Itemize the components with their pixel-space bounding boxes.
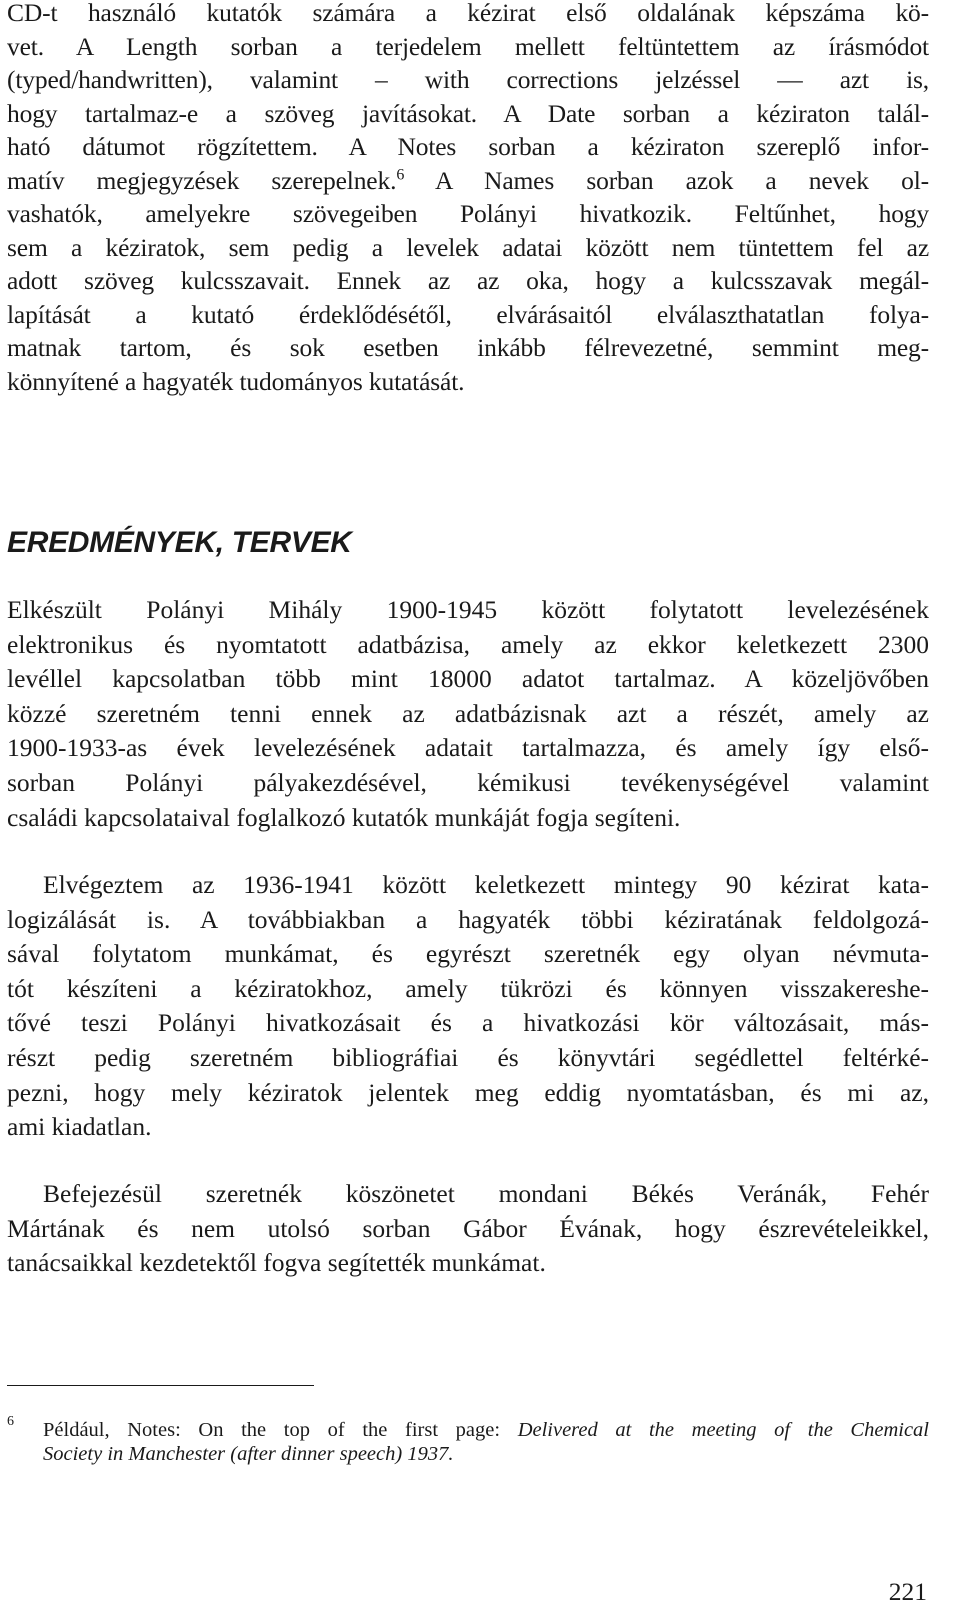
paragraph-results — [7, 593, 929, 835]
text-line: pezni, hogy mely kéziratok jelentek meg eddig nyomtatásban, és mi az, — [7, 1077, 929, 1107]
text-line: tanácsaikkal kezdetektől fogva segítették munkámat. — [7, 1248, 546, 1278]
text-line: vashatók, amelyekre szövegeiben Polányi hivatkozik. Feltűnhet, hogy — [7, 199, 929, 228]
paragraph-acknowledgements — [7, 1177, 929, 1281]
text-line: logizálását is. A továbbiakban a hagyaték többi kéziratának feldolgozá- — [7, 904, 929, 934]
text-line: matnak tartom, és sok esetben inkább félrevezetné, semmint meg- — [7, 333, 929, 362]
text-line: sorban Polányi pályakezdésével, kémikusi tevékenységével valamint — [7, 767, 929, 797]
footnote-line — [43, 1442, 929, 1466]
section-heading: EREDMÉNYEK, TERVEK — [7, 526, 352, 559]
footnote-line — [43, 1418, 929, 1442]
footnote-body — [43, 1418, 929, 1466]
page-number: 221 — [888, 1577, 927, 1606]
text-line: részt pedig szeretném bibliográfiai és könyvtári segédlettel feltérké- — [7, 1042, 929, 1072]
text-line: tót készíteni a kéziratokhoz, amely tükrözi és könnyen visszakereshe- — [7, 973, 929, 1003]
text-fragment: matív megjegyzések szerepelnek. — [7, 165, 397, 195]
text-line: sával folytatom munkámat, és egyrészt szeretnék egy olyan névmuta- — [7, 939, 929, 969]
text-line: lapítását a kutató érdeklődésétől, elvárásaitól elválaszthatatlan folya- — [7, 299, 929, 329]
text-fragment: A Names sorban azok a nevek ol- — [404, 165, 929, 195]
intro-paragraph — [7, 0, 929, 398]
footnote-number: 6 — [7, 1414, 14, 1429]
text-line: (typed/handwritten), valamint – with corrections jelzéssel — azt is, — [7, 65, 929, 94]
footnote — [7, 1414, 929, 1466]
text-line: hogy tartalmaz-e a szöveg javításokat. A Date sorban a kéziraton talál- — [7, 98, 929, 128]
footnote-divider — [7, 1385, 314, 1386]
text-line: családi kapcsolataival foglalkozó kutatók munkáját fogja segíteni. — [7, 802, 681, 832]
footnote-italic-text: Delivered at the meeting of the Chemical — [517, 1419, 929, 1441]
text-line: ami kiadatlan. — [7, 1112, 152, 1142]
text-line — [7, 164, 929, 198]
text-line: ható dátumot rögzítettem. A Notes sorban a kéziraton szereplő infor- — [7, 132, 929, 161]
text-line: Elkészült Polányi Mihály 1900-1945 között folytatott levelezésének — [7, 595, 929, 624]
text-line: CD-t használó kutatók számára a kézirat első oldalának képszáma kö- — [7, 0, 929, 27]
footnote-prefix: Például, Notes: On the top of the first page: — [43, 1419, 518, 1441]
text-line: Elvégeztem az 1936-1941 között keletkezett mintegy 90 kézirat kata- — [43, 870, 929, 899]
footnote-reference[interactable]: 6 — [396, 166, 405, 183]
text-line: elektronikus és nyomtatott adatbázisa, amely az ekkor keletkezett 2300 — [7, 629, 929, 659]
text-line: Mártának és nem utolsó sorban Gábor Évának, hogy észrevételeikkel, — [7, 1213, 929, 1243]
footnote-italic-text: Society in Manchester (after dinner speech) 1937. — [43, 1443, 454, 1465]
text-line: vet. A Length sorban a terjedelem mellett feltüntettem az írásmódot — [7, 31, 929, 61]
text-line: sem a kéziratok, sem pedig a levelek adatai között nem tüntettem fel az — [7, 232, 929, 262]
text-line: közzé szeretném tenni ennek az adatbázisnak azt a részét, amely az — [7, 698, 929, 728]
text-line: 1900-1933-as évek levelezésének adatait tartalmazza, és amely így első- — [7, 733, 929, 763]
text-line: tővé teszi Polányi hivatkozásait és a hivatkozási kör változásait, más- — [7, 1008, 929, 1038]
text-line: Befejezésül szeretnék köszönetet mondani Békés Veránák, Fehér — [43, 1179, 929, 1208]
text-line: könnyítené a hagyaték tudományos kutatását. — [7, 366, 465, 396]
text-line: adott szöveg kulcsszavait. Ennek az az oka, hogy a kulcsszavak megál- — [7, 266, 929, 295]
text-line: levéllel kapcsolatban több mint 18000 adatot tartalmaz. A közeljövőben — [7, 664, 929, 694]
paragraph-plans — [7, 868, 929, 1145]
